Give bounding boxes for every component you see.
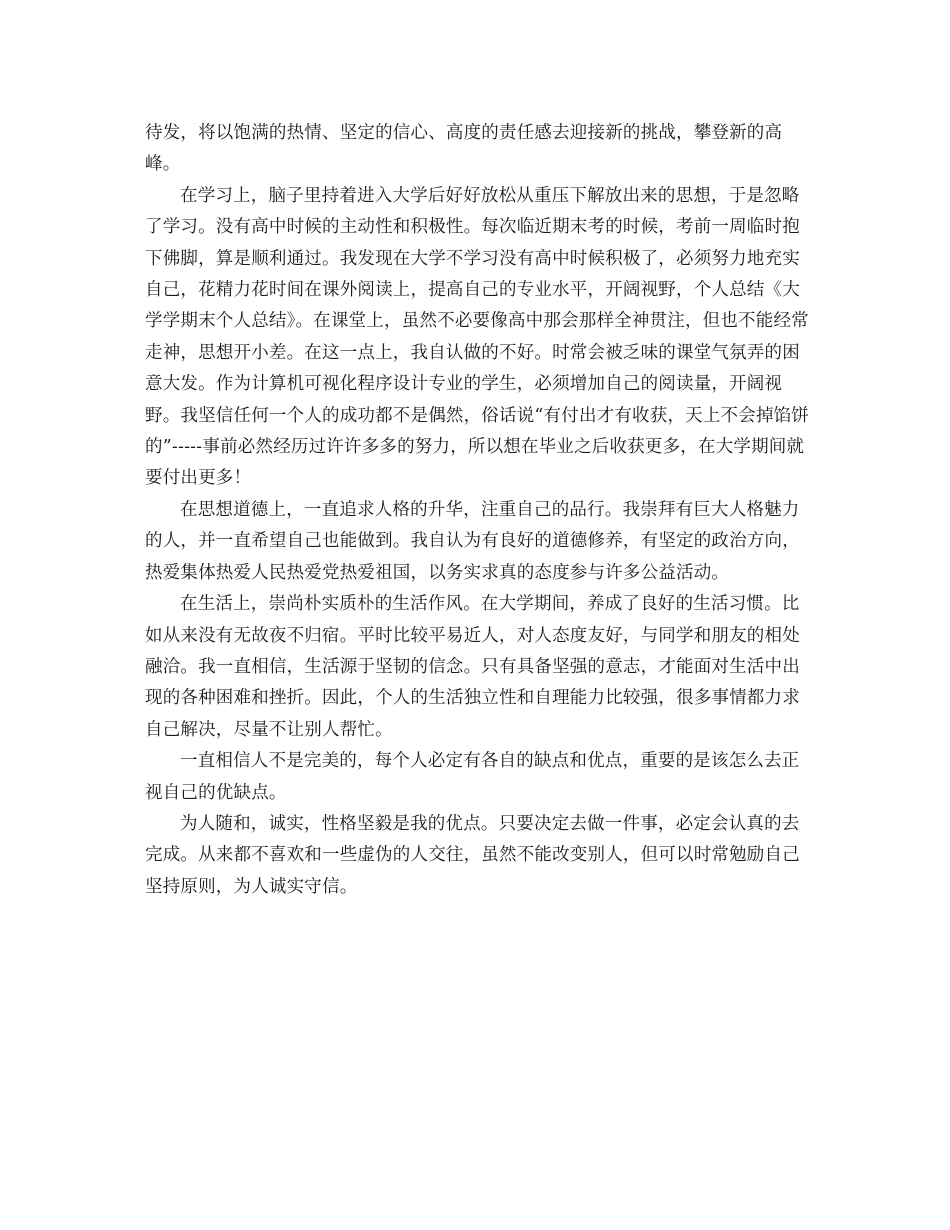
paragraph-strengths: 为人随和，诚实，性格坚毅是我的优点。只要决定去做一件事，必定会认真的去完成。从来都不喜欢和一些虚伪的人交往，虽然不能改变别人，但可以时常勉励自己坚持原则，为人诚实守信。 [145, 813, 800, 897]
paragraph-continuation: 待发，将以饱满的热情、坚定的信心、高度的责任感去迎接新的挑战，攀登新的高峰。 [145, 123, 783, 175]
paragraph-self-view: 一直相信人不是完美的，每个人必定有各自的缺点和优点，重要的是该怎么去正视自己的优缺点。 [145, 751, 800, 803]
paragraph-life: 在生活上，崇尚朴实质朴的生活作风。在大学期间，养成了良好的生活习惯。比如从来没有无故夜不归宿。平时比较平易近人，对人态度友好，与同学和朋友的相处融洽。我一直相信，生活源于坚韧的信念。只有具备坚强的意志，才能面对生活中出现的各种困难和挫折。因此，个人的生活独立性和自理能力比较强，很多事情都力求自己解决，尽量不让别人帮忙。 [145, 594, 800, 740]
paragraph-morality: 在思想道德上，一直追求人格的升华，注重自己的品行。我崇拜有巨大人格魅力的人，并一直希望自己也能做到。我自认为有良好的道德修养，有坚定的政治方向，热爱集体热爱人民热爱党热爱祖国，以务实求真的态度参与许多公益活动。 [145, 499, 800, 583]
paragraph-study: 在学习上，脑子里持着进入大学后好好放松从重压下解放出来的思想，于是忽略了学习。没有高中时候的主动性和积极性。每次临近期末考的时候，考前一周临时抱下佛脚，算是顺利通过。我发现在大学不学习没有高中时候积极了，必须努力地充实自己，花精力花时间在课外阅读上，提高自己的专业水平，开阔视野，个人总结《大学学期末个人总结》。在课堂上，虽然不必要像高中那会那样全神贯注，但也不能经常走神，思想开小差。在这一点上，我自认做的不好。时常会被乏味的课堂气氛弄的困意大发。作为计算机可视化程序设计专业的学生，必须增加自己的阅读量，开阔视野。我坚信任何一个人的成功都不是偶然，俗话说“有付出才有收获，天上不会掉馅饼的”-----事前必然经历过许许多多的努力，所以想在毕业之后收获更多，在大学期间就要付出更多！ [145, 185, 810, 489]
document-body [145, 118, 815, 903]
